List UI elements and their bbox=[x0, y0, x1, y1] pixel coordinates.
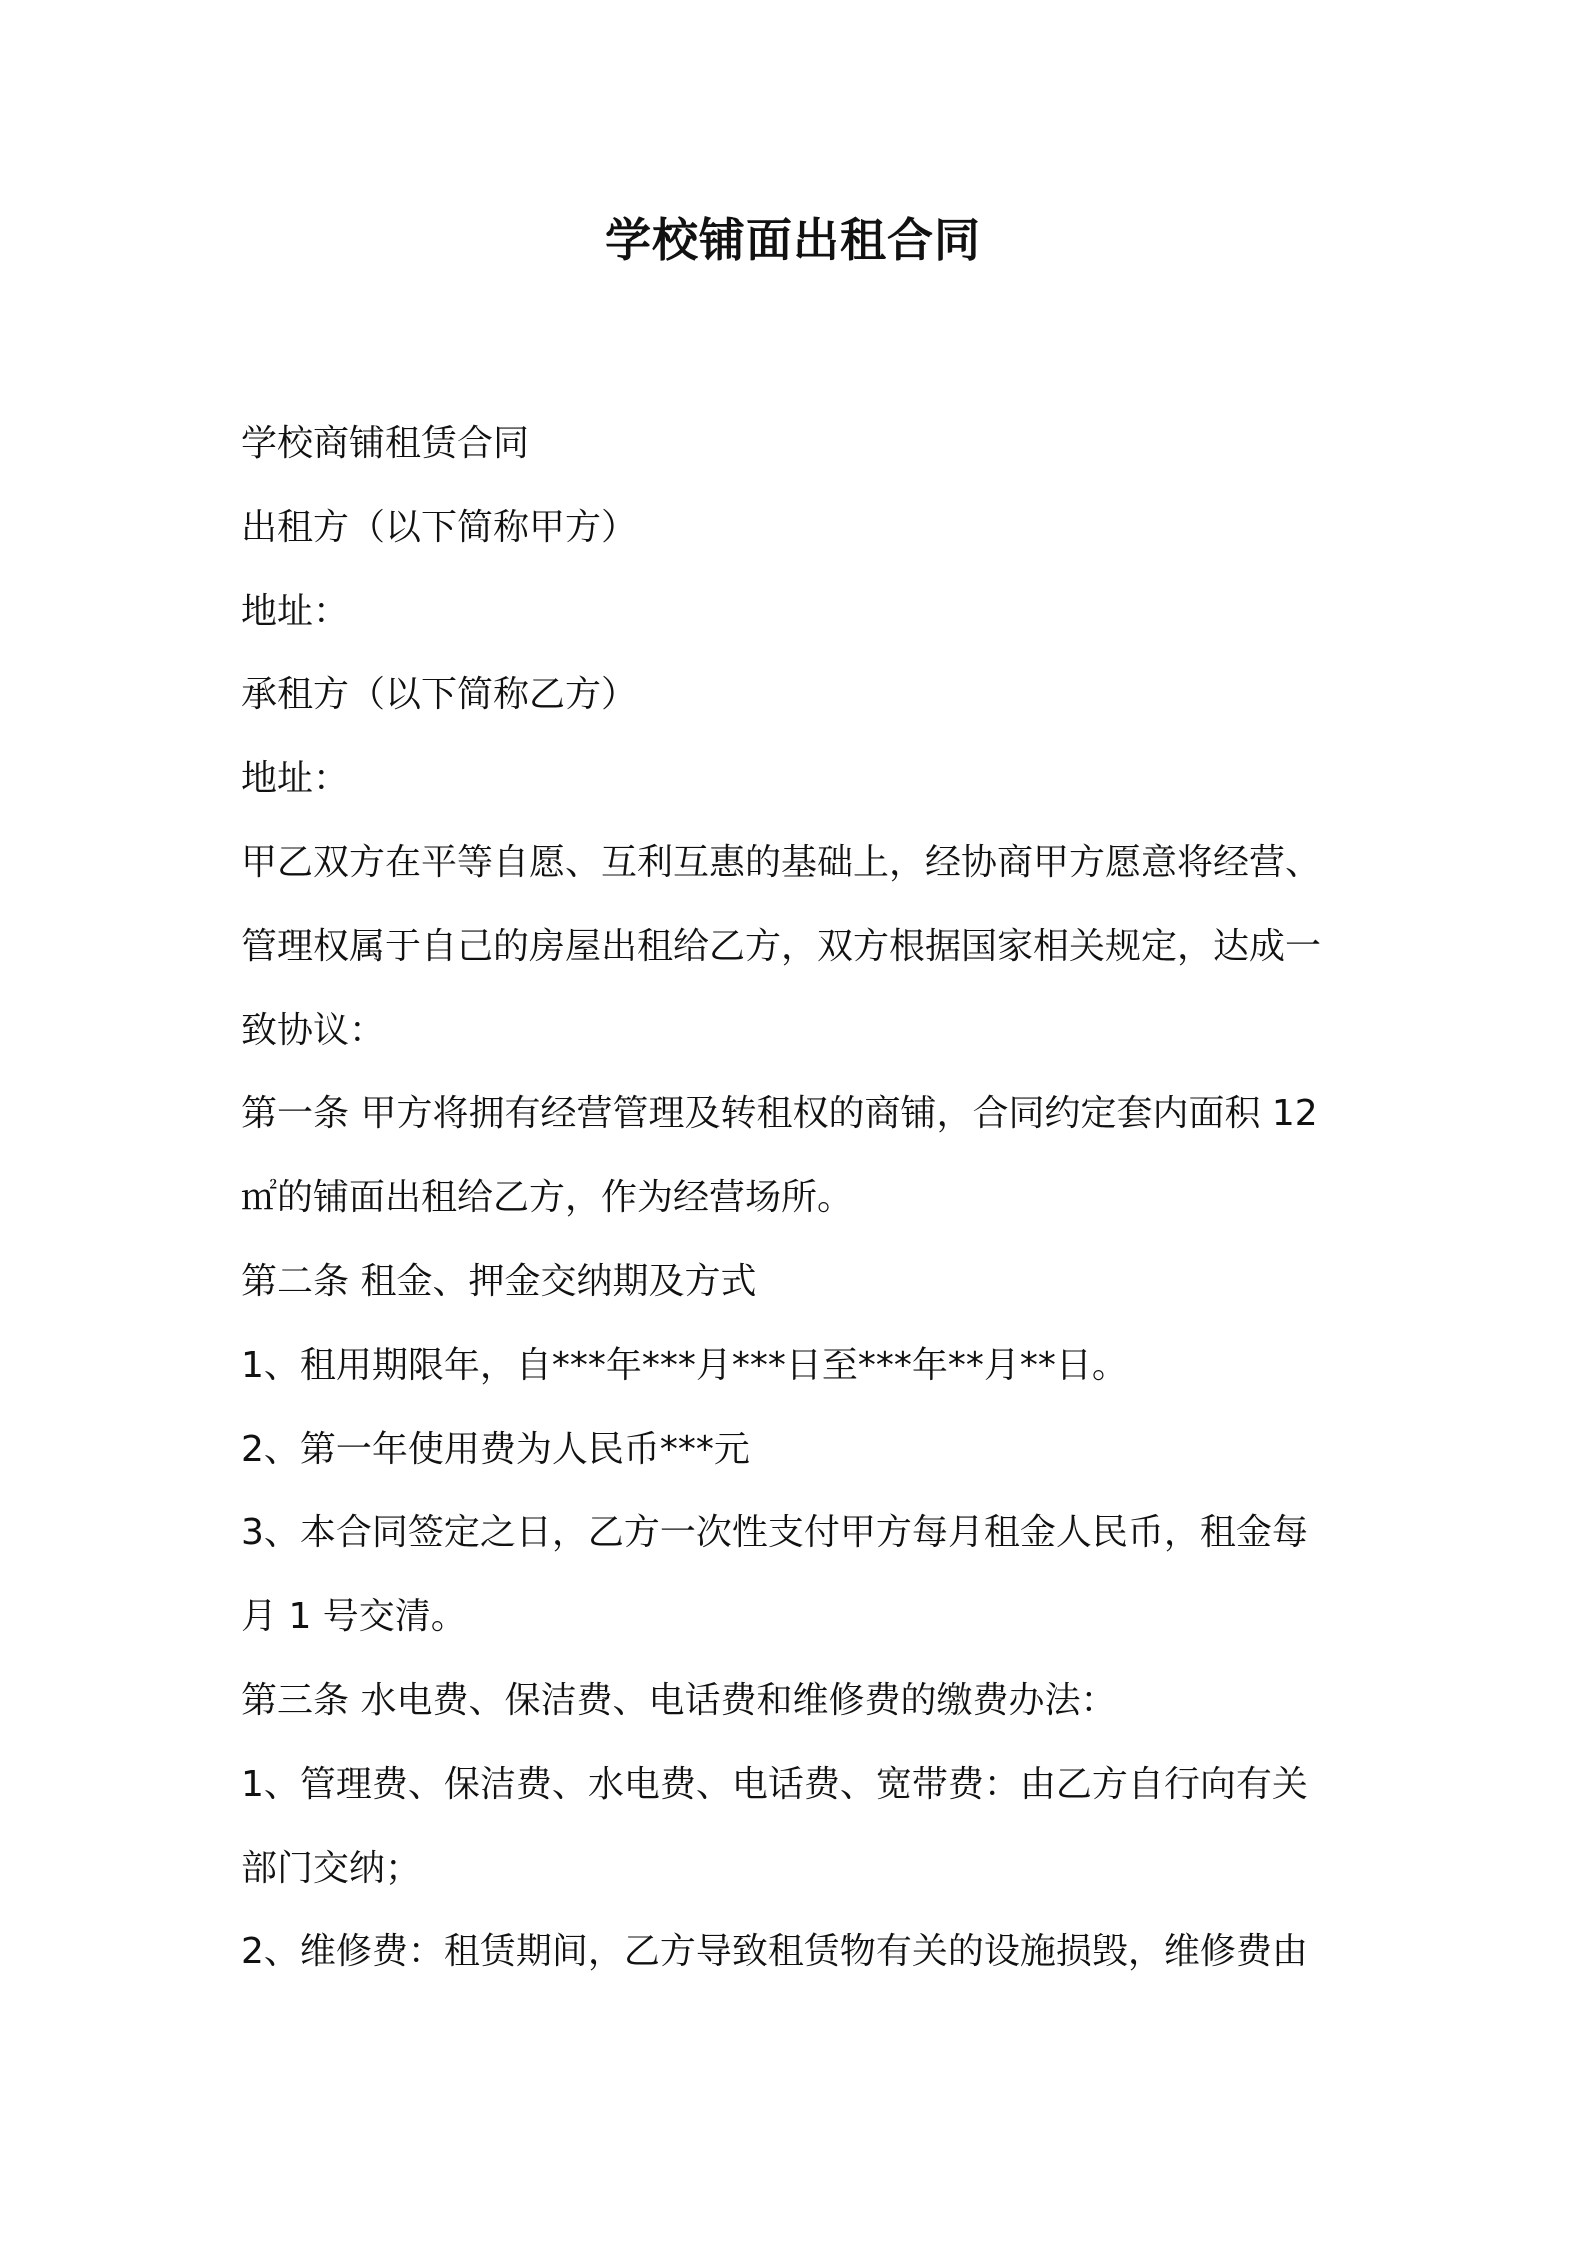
text-line: 2、维修费：租赁期间，乙方导致租赁物有关的设施损毁，维修费由 bbox=[241, 1931, 1308, 1973]
text-line: 出租方（以下简称甲方） bbox=[241, 506, 638, 548]
text-line: 1、管理费、保洁费、水电费、电话费、宽带费：由乙方自行向有关 bbox=[241, 1763, 1308, 1805]
document-body bbox=[241, 402, 1361, 1994]
text-line: 3、本合同签定之日，乙方一次性支付甲方每月租金人民币，租金每 bbox=[241, 1512, 1308, 1554]
text-line: 管理权属于自己的房屋出租给乙方，双方根据国家相关规定，达成一 bbox=[241, 925, 1322, 967]
text-line: ㎡的铺面出租给乙方，作为经营场所。 bbox=[241, 1177, 854, 1219]
text-line: 致协议： bbox=[241, 1009, 386, 1051]
document-title: 学校铺面出租合同 bbox=[605, 213, 981, 267]
text-line: 部门交纳； bbox=[241, 1847, 422, 1889]
text-line: 2、第一年使用费为人民币***元 bbox=[241, 1428, 750, 1470]
text-line: 第一条 甲方将拥有经营管理及转租权的商铺，合同约定套内面积 12 bbox=[241, 1093, 1318, 1135]
text-line: 1、租用期限年，自***年***月***日至***年**月**日。 bbox=[241, 1344, 1128, 1386]
text-line: 甲乙双方在平等自愿、互利互惠的基础上，经协商甲方愿意将经营、 bbox=[241, 841, 1322, 883]
text-line: 月 1 号交清。 bbox=[241, 1596, 467, 1638]
text-line: 承租方（以下简称乙方） bbox=[241, 674, 638, 716]
text-line: 第二条 租金、押金交纳期及方式 bbox=[241, 1260, 757, 1302]
text-line: 第三条 水电费、保洁费、电话费和维修费的缴费办法： bbox=[241, 1679, 1117, 1721]
text-line: 地址： bbox=[241, 590, 350, 632]
text-line: 学校商铺租赁合同 bbox=[241, 423, 530, 464]
text-line: 地址： bbox=[241, 758, 350, 800]
